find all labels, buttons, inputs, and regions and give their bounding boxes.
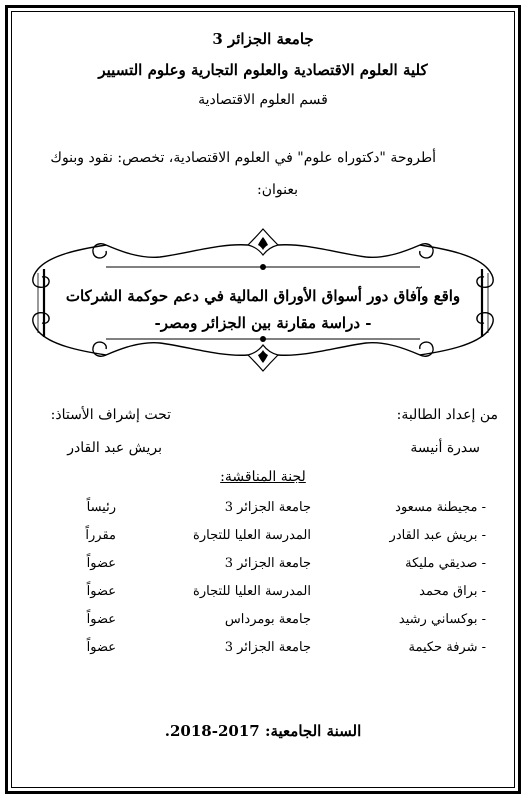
university-name: جامعة الجزائر 3 [212, 30, 314, 48]
member-name: - بريش عبد القادر [389, 528, 486, 543]
member-role: مقرراً [85, 528, 116, 543]
thesis-type-line: أطروحة "دكتوراه علوم" في العلوم الاقتصادية، تخصص: نقود وبنوك [50, 150, 436, 166]
faculty-name: كلية العلوم الاقتصادية والعلوم التجارية وعلوم التسيير [98, 61, 428, 79]
member-name: - شرفة حكيمة [408, 640, 486, 655]
member-institution: جامعة بومرداس [224, 612, 311, 627]
member-name: - بوكساني رشيد [398, 612, 486, 627]
member-name: - مجيطنة مسعود [395, 500, 486, 515]
thesis-title-line-2: - دراسة مقارنة بين الجزائر ومصر- [154, 314, 372, 332]
supervisor-label: تحت إشراف الأستاذ: [50, 407, 171, 423]
committee-member-row [40, 556, 486, 576]
member-institution: جامعة الجزائر 3 [224, 500, 311, 515]
title-label: بعنوان: [257, 182, 298, 198]
academic-year: السنة الجامعية: 2017-2018. [164, 722, 362, 740]
thesis-title-line-1: واقع وآفاق دور أسواق الأوراق المالية في دعم حوكمة الشركات [65, 287, 461, 305]
student-name: سدرة أنيسة [410, 440, 480, 456]
member-institution: جامعة الجزائر 3 [224, 556, 311, 571]
committee-member-row [40, 612, 486, 632]
committee-label: لجنة المناقشة: [220, 469, 306, 485]
member-role: عضواً [86, 640, 116, 655]
member-role: عضواً [86, 612, 116, 627]
member-role: عضواً [86, 584, 116, 599]
member-institution: جامعة الجزائر 3 [224, 640, 311, 655]
member-name: - صديقي مليكة [405, 556, 486, 571]
department-name: قسم العلوم الاقتصادية [198, 92, 328, 108]
member-name: - براق محمد [419, 584, 486, 599]
committee-member-row [40, 584, 486, 604]
member-institution: المدرسة العليا للتجارة [193, 584, 311, 599]
member-role: عضواً [86, 556, 116, 571]
committee-member-row [40, 640, 486, 660]
member-institution: المدرسة العليا للتجارة [193, 528, 311, 543]
student-label: من إعداد الطالبة: [396, 407, 498, 423]
page-border-inner [11, 11, 515, 788]
committee-member-row [40, 528, 486, 548]
committee-member-row [40, 500, 486, 520]
member-role: رئيساً [86, 500, 116, 515]
supervisor-name: بريش عبد القادر [67, 440, 162, 456]
